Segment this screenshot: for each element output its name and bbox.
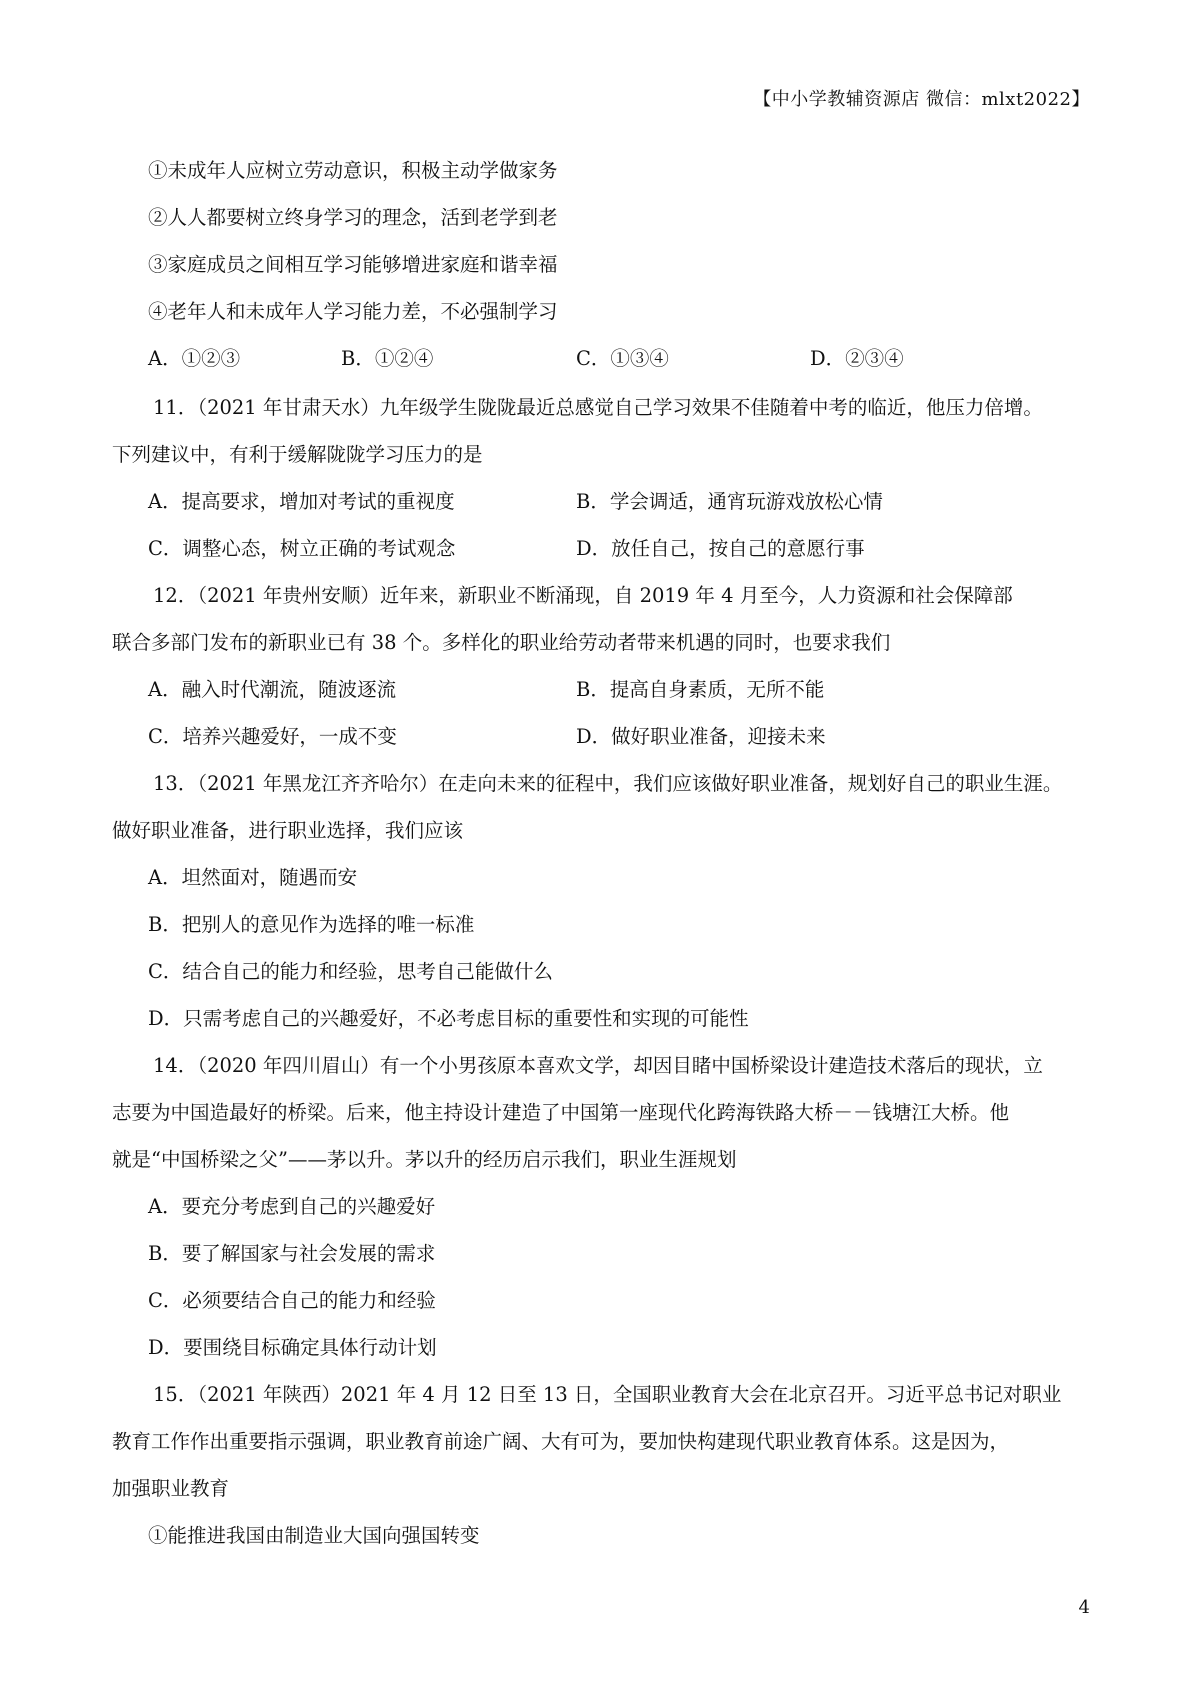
page-header: 【中小学教辅资源店 微信：mlxt2022】 bbox=[753, 89, 1090, 110]
q14-stem-line3: 就是“中国桥梁之父”——茅以升。茅以升的经历启示我们，职业生涯规划 bbox=[112, 1148, 737, 1171]
option-c: C．①③④ bbox=[576, 347, 669, 370]
option-a: A．提高要求，增加对考试的重视度 bbox=[148, 490, 455, 513]
option-a: A．融入时代潮流，随波逐流 bbox=[148, 678, 397, 701]
q13-option-b: B．把别人的意见作为选择的唯一标准 bbox=[148, 913, 475, 936]
q12-stem-line2: 联合多部门发布的新职业已有 38 个。多样化的职业给劳动者带来机遇的同时，也要求我们 bbox=[112, 631, 891, 654]
q13-option-a: A．坦然面对，随遇而安 bbox=[148, 866, 358, 889]
q15-statement-1: ①能推进我国由制造业大国向强国转变 bbox=[148, 1524, 480, 1547]
q14-stem-line2: 志要为中国造最好的桥梁。后来，他主持设计建造了中国第一座现代化跨海铁路大桥－－钱塘江大桥。他 bbox=[112, 1101, 1010, 1124]
q14-option-d: D．要围绕目标确定具体行动计划 bbox=[148, 1336, 437, 1359]
page-number: 4 bbox=[1078, 1597, 1090, 1618]
option-b: B．提高自身素质，无所不能 bbox=[576, 678, 825, 701]
q14-option-b: B．要了解国家与社会发展的需求 bbox=[148, 1242, 436, 1265]
statement-3: ③家庭成员之间相互学习能够增进家庭和谐幸福 bbox=[148, 253, 558, 276]
q13-option-d: D．只需考虑自己的兴趣爱好，不必考虑目标的重要性和实现的可能性 bbox=[148, 1007, 749, 1030]
q14-stem-line1: 14．（2020 年四川眉山）有一个小男孩原本喜欢文学，却因目睹中国桥梁设计建造技术落后的现状，立 bbox=[153, 1054, 1043, 1077]
option-b: B．①②④ bbox=[341, 347, 434, 370]
q15-stem-line2: 教育工作作出重要指示强调，职业教育前途广阔、大有可为，要加快构建现代职业教育体系。这是因为， bbox=[112, 1430, 1010, 1453]
q14-option-c: C．必须要结合自己的能力和经验 bbox=[148, 1289, 436, 1312]
q11-stem-line1: 11．（2021 年甘肃天水）九年级学生陇陇最近总感觉自己学习效果不佳随着中考的临近，他压力倍增。 bbox=[153, 396, 1043, 419]
option-d: D．做好职业准备，迎接未来 bbox=[576, 725, 826, 748]
statement-1: ①未成年人应树立劳动意识，积极主动学做家务 bbox=[148, 159, 558, 182]
q13-stem-line1: 13．（2021 年黑龙江齐齐哈尔）在走向未来的征程中，我们应该做好职业准备，规划好自己的职业生涯。 bbox=[153, 772, 1063, 795]
q12-stem-line1: 12．（2021 年贵州安顺）近年来，新职业不断涌现，自 2019 年 4 月至今，人力资源和社会保障部 bbox=[153, 584, 1013, 607]
statement-4: ④老年人和未成年人学习能力差，不必强制学习 bbox=[148, 300, 558, 323]
q11-stem-line2: 下列建议中，有利于缓解陇陇学习压力的是 bbox=[112, 443, 483, 466]
option-c: C．调整心态，树立正确的考试观念 bbox=[148, 537, 456, 560]
option-d: D．放任自己，按自己的意愿行事 bbox=[576, 537, 865, 560]
q13-stem-line2: 做好职业准备，进行职业选择，我们应该 bbox=[112, 819, 464, 842]
option-b: B．学会调适，通宵玩游戏放松心情 bbox=[576, 490, 883, 513]
q13-option-c: C．结合自己的能力和经验，思考自己能做什么 bbox=[148, 960, 553, 983]
q15-stem-line3: 加强职业教育 bbox=[112, 1477, 230, 1500]
statement-2: ②人人都要树立终身学习的理念，活到老学到老 bbox=[148, 206, 558, 229]
option-d: D．②③④ bbox=[810, 347, 904, 370]
option-a: A．①②③ bbox=[148, 347, 241, 370]
option-c: C．培养兴趣爱好，一成不变 bbox=[148, 725, 397, 748]
q14-option-a: A．要充分考虑到自己的兴趣爱好 bbox=[148, 1195, 436, 1218]
q15-stem-line1: 15．（2021 年陕西）2021 年 4 月 12 日至 13 日，全国职业教育大会在北京召开。习近平总书记对职业 bbox=[153, 1383, 1062, 1406]
